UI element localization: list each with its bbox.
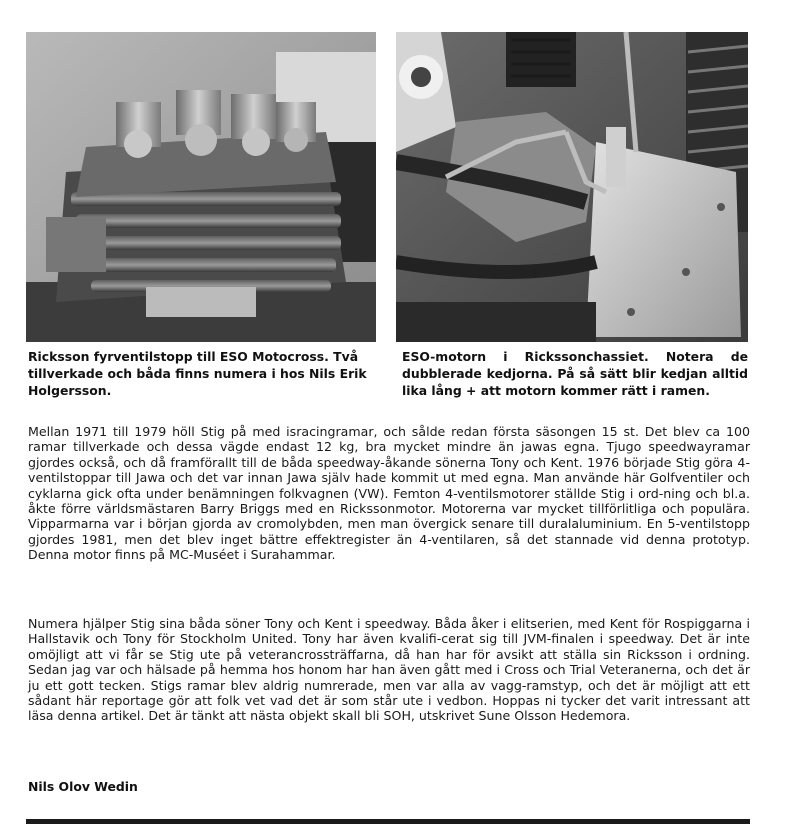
bottom-divider: [26, 819, 750, 824]
article-paragraph-1: Mellan 1971 till 1979 höll Stig på med isracingramar, och sålde redan första säsongen 15 st. Det blev ca 100 ramar tillverkade och dessa vägde endast 12 kg, bra mycket mindre än jawas egna. Tjugo speedwayramar gjordes också, och då framförallt till de båda speedway-åkande sönerna Tony och Kent. 1976 började Stig göra 4-ventilstoppar till Jawa och det var innan Jawa själv hade kommit ut med egna. Man använde här Golfventiler och cyklarna gick ofta under benämningen folkvagnen (VW). Femton 4-ventilsmotorer ställde Stig i ord-ning och bl.a. åkte förre världsmästaren Barry Briggs med en Rickssonmotor. Motorerna var mycket tillförlitliga och populära. Vipparmarna var i början gjorda av cromolybden, men man övergick senare till duralaluminium. En 5-ventilstopp gjordes 1981, men det blev inget bättre effektregister än 4-ventilaren, så det stannade vid denna prototyp. Denna motor finns på MC-Muséet i Surahammar.: [28, 424, 750, 563]
photo-engine-chassis: [396, 32, 748, 342]
article-paragraph-2: Numera hjälper Stig sina båda söner Tony och Kent i speedway. Båda åker i elitserien, med Kent för Rospiggarna i Hallstavik och Tony för Stockholm United. Tony har även kvalifi-cerat sig till JVM-finalen i speedway. Det är inte omöjligt att vi får se Stig ute på veterancrossträffarna, då han har för avsikt att ställa sin Ricksson i ordning. Sedan jag var och hälsade på hemma hos honom har han även gått med i Cross och Trial Veteranerna, och det är ju ett gott tecken. Stigs ramar blev aldrig numrerade, men var alla av vagg-ramstyp, och det är möjligt att ett sådant här reportage gör att folk vet vad det är som står ute i vedbon. Hoppas ni tycker det varit intressant att läsa denna artikel. Det är tänkt att nästa objekt skall bli SOH, utskrivet Sune Olsson Hedemora.: [28, 616, 750, 724]
article-author: Nils Olov Wedin: [28, 779, 138, 794]
caption-engine-head: Ricksson fyrventilstopp till ESO Motocross. Två tillverkade och båda finns numera i hos Nils Erik Holgersson.: [28, 349, 367, 398]
engine-head-illustration: [26, 32, 376, 342]
engine-chassis-illustration: [396, 32, 748, 342]
caption-engine-chassis: ESO-motorn i Rickssonchassiet. Notera de dubblerade kedjorna. På så sätt blir kedjan alltid lika lång + att motorn kommer rätt i ramen.: [402, 349, 748, 398]
photo-engine-head: [26, 32, 376, 342]
